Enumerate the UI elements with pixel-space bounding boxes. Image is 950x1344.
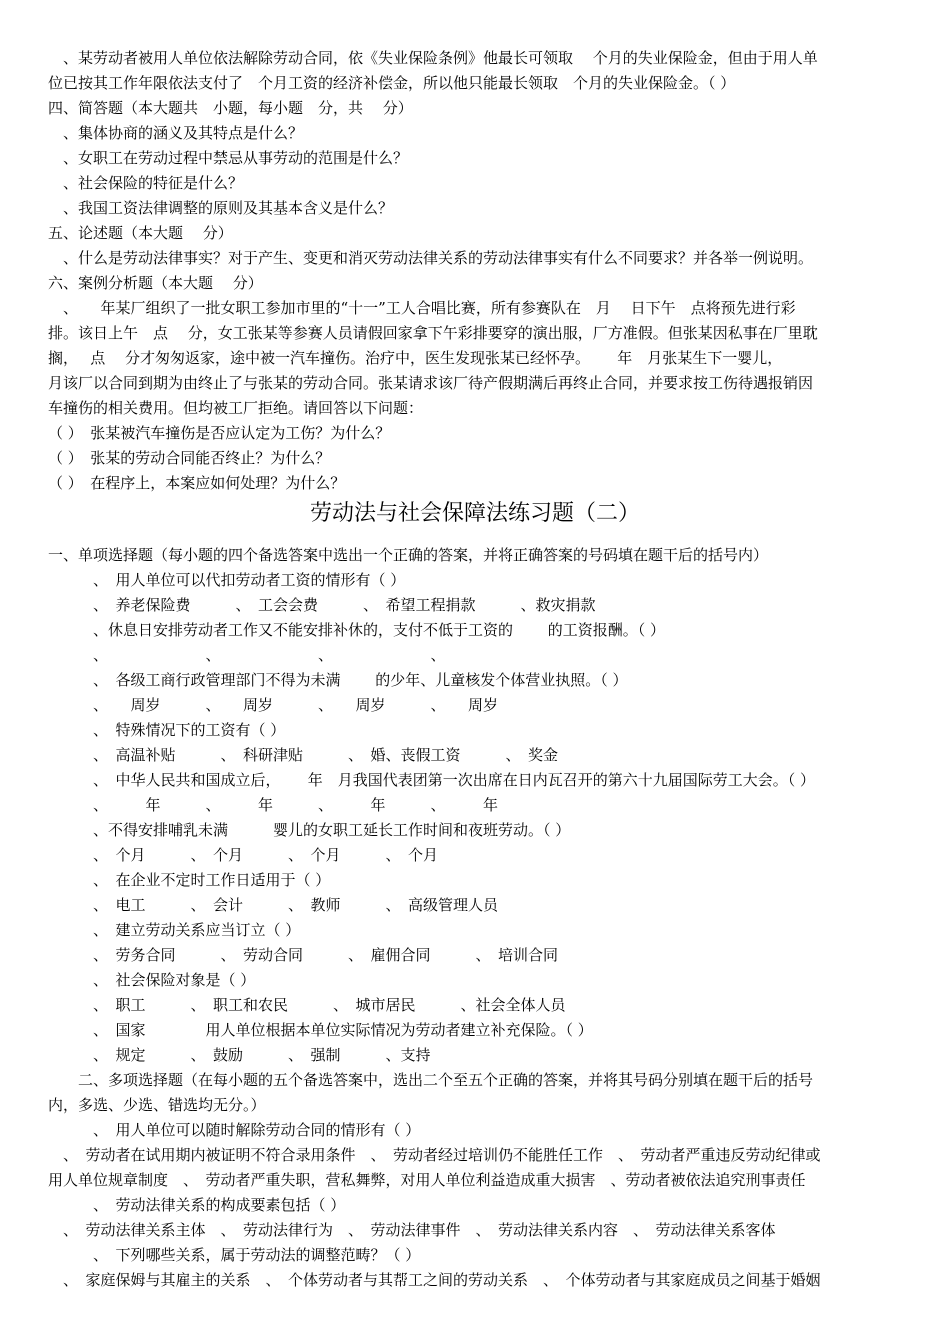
heading-short-answer: 四、简答题（本大题共 小题，每小题 分，共 分） [48,99,413,117]
question-line: 、 特殊情况下的工资有（ ） [48,721,286,739]
question-line: 、 中华人民共和国成立后， 年 月我国代表团第一次出席在日内瓦召开的第六十九届国际劳工大会。（ ） [48,771,816,789]
option-line: 、 规定 、 鼓励 、 强制 、支持 [48,1046,431,1064]
question-line: 、休息日安排劳动者工作又不能安排补休的，支付不低于工资的 的工资报酬。（ ） [48,621,666,639]
text-line: 搁， 点 分才匆匆返家，途中被一汽车撞伤。治疗中，医生发现张某已经怀孕。 年 月张某生下一婴儿， [48,349,783,367]
text-line: 月该厂以合同到期为由终止了与张某的劳动合同。张某请求该厂待产假期满后再终止合同，并要求按工伤待遇报销因 [48,374,814,392]
text-line: （ ） 张某的劳动合同能否终止？为什么？ [48,449,331,467]
option-line: 、 周岁 、 周岁 、 周岁 、 周岁 [48,696,499,714]
option-line: 、 年 、 年 、 年 、 年 [48,796,499,814]
option-line: 、 劳动法律关系主体 、 劳动法律行为 、 劳动法律事件 、 劳动法律关系内容 、 劳动法律关系客体 [48,1221,776,1239]
question-line: 、 国家 用人单位根据本单位实际情况为劳动者建立补充保险。（ ） [48,1021,593,1039]
question-line: 、 用人单位可以随时解除劳动合同的情形有（ ） [48,1121,421,1139]
text-line: 车撞伤的相关费用。但均被工厂拒绝。请回答以下问题： [48,399,424,417]
option-line: 、 个月 、 个月 、 个月 、 个月 [48,846,439,864]
text-line: 、 年某厂组织了一批女职工参加市里的“十一”工人合唱比赛，所有参赛队在 月 日下午 点将预先进行彩 [48,299,796,317]
option-line: 、 家庭保姆与其雇主的关系 、 个体劳动者与其帮工之间的劳动关系 、 个体劳动者与其家庭成员之间基于婚姻 [48,1271,821,1289]
text-line: 排。该日上午 点 分，女工张某等参赛人员请假回家拿下午彩排要穿的演出服，厂方准假。但张某因私事在厂里耽 [48,324,818,342]
question-line: 、 各级工商行政管理部门不得为未满 的少年、儿童核发个体营业执照。（ ） [48,671,628,689]
option-line: 、 职工 、 职工和农民 、 城市居民 、社会全体人员 [48,996,566,1014]
heading-multiple-choice: 二、多项选择题（在每小题的五个备选答案中，选出二个至五个正确的答案，并将其号码分别填在题干后的括号 [48,1071,814,1089]
option-line: 、 高温补贴 、 科研津贴 、 婚、丧假工资 、 奖金 [48,746,559,764]
question-line: 、不得安排哺乳未满 婴儿的女职工延长工作时间和夜班劳动。（ ） [48,821,571,839]
option-line: 、 养老保险费 、 工会会费 、 希望工程捐款 、救灾捐款 [48,596,596,614]
question-line: 、 在企业不定时工作日适用于（ ） [48,871,331,889]
question-line: 、 建立劳动关系应当订立（ ） [48,921,301,939]
question-line: 、 社会保险对象是（ ） [48,971,256,989]
option-line: 、 电工 、 会计 、 教师 、 高级管理人员 [48,896,499,914]
heading-single-choice: 一、单项选择题（每小题的四个备选答案中选出一个正确的答案，并将正确答案的号码填在题干后的括号内） [48,546,769,564]
text-line: 、集体协商的涵义及其特点是什么？ [48,124,304,142]
question-line: 、 劳动法律关系的构成要素包括（ ） [48,1196,346,1214]
text-line: （ ） 在程序上，本案应如何处理？为什么？ [48,474,346,492]
text-line: 、什么是劳动法律事实？对于产生、变更和消灭劳动法律关系的劳动法律事实有什么不同要求？并各举一例说明。 [48,249,814,267]
text-line: 、某劳动者被用人单位依法解除劳动合同，依《失业保险条例》他最长可领取 个月的失业保险金，但由于用人单 [48,49,818,67]
option-line: 用人单位规章制度 、 劳动者严重失职，营私舞弊，对用人单位利益造成重大损害 、劳动者被依法追究刑事责任 [48,1171,806,1189]
text-line: （ ） 张某被汽车撞伤是否应认定为工伤？为什么？ [48,424,391,442]
text-line: 、社会保险的特征是什么？ [48,174,244,192]
text-line: 、我国工资法律调整的原则及其基本含义是什么？ [48,199,394,217]
text-line: 内，多选、少选、错选均无分。） [48,1096,266,1114]
heading-essay: 五、论述题（本大题 分） [48,224,233,242]
option-line: 、 、 、 、 [48,646,446,664]
heading-case-analysis: 六、案例分析题（本大题 分） [48,274,263,292]
section-title: 劳动法与社会保障法练习题（二） [309,501,640,526]
text-line: 、女职工在劳动过程中禁忌从事劳动的范围是什么？ [48,149,409,167]
question-line: 、 用人单位可以代扣劳动者工资的情形有（ ） [48,571,406,589]
option-line: 、 劳动者在试用期内被证明不符合录用条件 、 劳动者经过培训仍不能胜任工作 、 劳动者严重违反劳动纪律或 [48,1146,821,1164]
question-line: 、 下列哪些关系，属于劳动法的调整范畴？（ ） [48,1246,421,1264]
text-line: 位已按其工作年限依法支付了 个月工资的经济补偿金，所以他只能最长领取 个月的失业保险金。（ ） [48,74,736,92]
option-line: 、 劳务合同 、 劳动合同 、 雇佣合同 、 培训合同 [48,946,559,964]
